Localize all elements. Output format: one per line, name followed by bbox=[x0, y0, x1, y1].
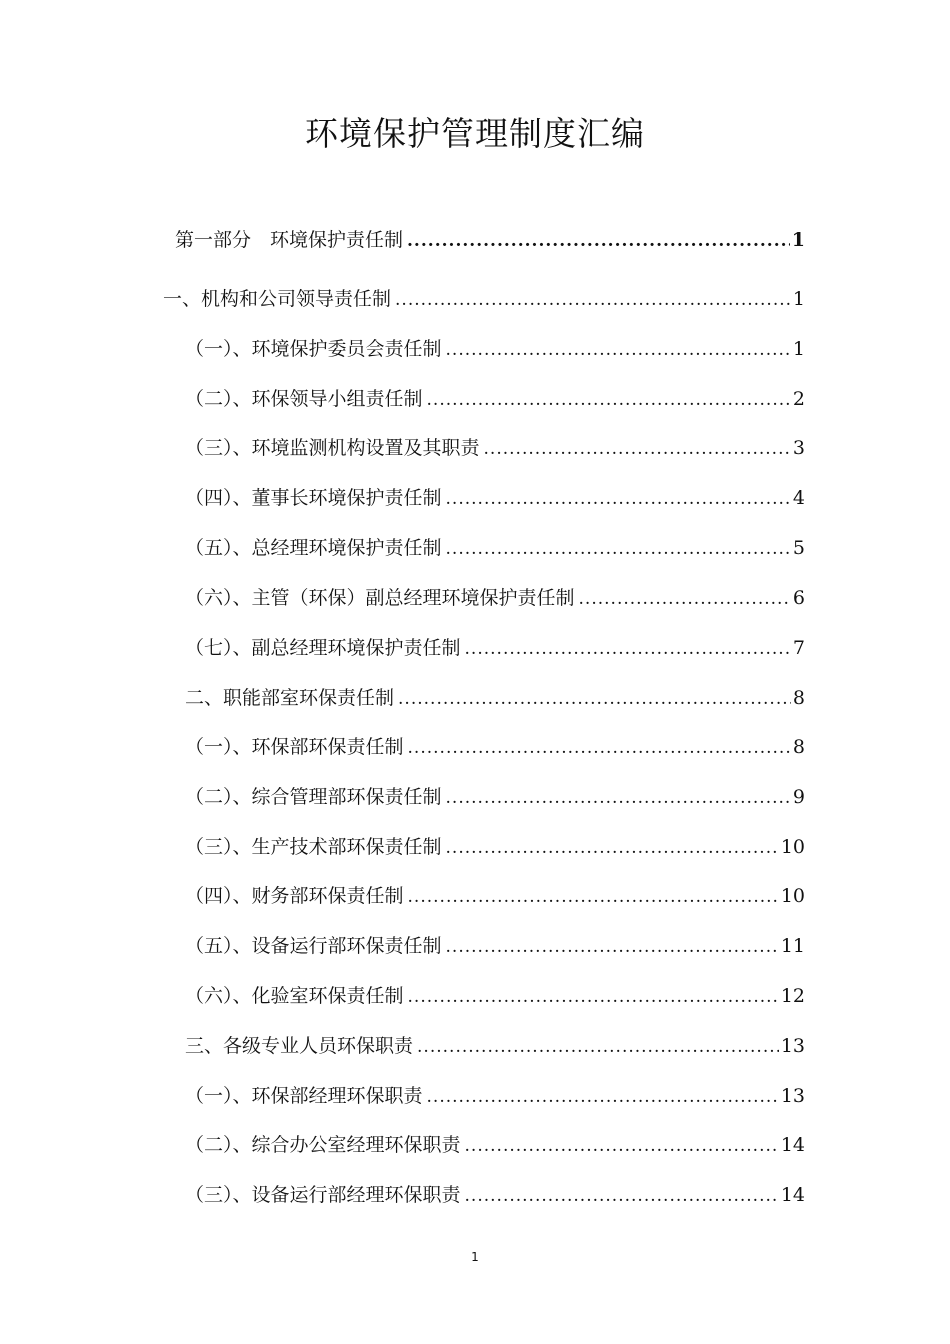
toc-entry-label: （三）、生产技术部环保责任制 bbox=[185, 836, 442, 858]
toc-entry-item[interactable] bbox=[185, 833, 805, 862]
toc-entry-label: （五）、设备运行部环保责任制 bbox=[185, 935, 442, 957]
toc-entry-label: （四）、财务部环保责任制 bbox=[185, 885, 404, 907]
toc-entry-label: （六）、化验室环保责任制 bbox=[185, 985, 404, 1007]
toc-entry-label: （七）、副总经理环境保护责任制 bbox=[185, 637, 461, 659]
toc-page-number: 3 bbox=[792, 437, 805, 459]
toc-page-number: 4 bbox=[792, 487, 805, 509]
toc-entry-label: （三）、设备运行部经理环保职责 bbox=[185, 1184, 461, 1206]
toc-dot-leader bbox=[395, 286, 791, 314]
toc-page-number: 8 bbox=[792, 687, 805, 709]
toc-dot-leader bbox=[408, 734, 791, 762]
toc-page-number: 2 bbox=[792, 388, 805, 410]
toc-page-number: 10 bbox=[780, 836, 805, 858]
toc-entry-item[interactable] bbox=[185, 484, 805, 513]
toc-entry-section-1[interactable] bbox=[163, 285, 805, 314]
page-number: 1 bbox=[471, 1250, 479, 1264]
toc-dot-leader bbox=[446, 336, 791, 364]
toc-page-number: 10 bbox=[780, 885, 805, 907]
toc-entry-label: 三、各级专业人员环保职责 bbox=[185, 1035, 414, 1057]
toc-page-number: 1 bbox=[792, 288, 805, 310]
toc-entry-item[interactable] bbox=[185, 783, 805, 812]
toc-page-number: 12 bbox=[780, 985, 805, 1007]
toc-page-number: 9 bbox=[792, 786, 805, 808]
toc-dot-leader bbox=[408, 883, 779, 911]
toc-dot-leader bbox=[427, 386, 791, 414]
toc-entry-label: （一）、环境保护委员会责任制 bbox=[185, 338, 442, 360]
toc-dot-leader bbox=[579, 585, 791, 613]
toc-entry-label: （一）、环保部环保责任制 bbox=[185, 736, 404, 758]
toc-entry-item[interactable] bbox=[185, 584, 805, 613]
toc-entry-section-3[interactable] bbox=[185, 1032, 805, 1061]
toc-page-number: 13 bbox=[780, 1035, 805, 1057]
toc-entry-item[interactable] bbox=[185, 385, 805, 414]
toc-entry-item[interactable] bbox=[185, 882, 805, 911]
toc-entry-section-2[interactable] bbox=[185, 684, 805, 713]
toc-entry-label: （四）、董事长环境保护责任制 bbox=[185, 487, 442, 509]
toc-dot-leader bbox=[398, 685, 791, 713]
toc-entry-label: （一）、环保部经理环保职责 bbox=[185, 1085, 423, 1107]
toc-entry-label: 一、机构和公司领导责任制 bbox=[163, 288, 392, 310]
toc-entry-item[interactable] bbox=[185, 982, 805, 1011]
toc-page-number: 8 bbox=[792, 736, 805, 758]
toc-entry-item[interactable] bbox=[185, 335, 805, 364]
toc-dot-leader bbox=[465, 1132, 779, 1160]
toc-dot-leader bbox=[484, 435, 791, 463]
toc-dot-leader bbox=[465, 1182, 779, 1210]
toc-dot-leader bbox=[446, 784, 791, 812]
toc-entry-item[interactable] bbox=[185, 1181, 805, 1210]
toc-entry-label: （六）、主管（环保）副总经理环境保护责任制 bbox=[185, 587, 575, 609]
toc-page-number: 1 bbox=[791, 229, 805, 251]
toc-entry-item[interactable] bbox=[185, 634, 805, 663]
toc-entry-label: （二）、综合管理部环保责任制 bbox=[185, 786, 442, 808]
toc-entry-item[interactable] bbox=[185, 733, 805, 762]
toc-entry-label: （二）、环保领导小组责任制 bbox=[185, 388, 423, 410]
toc-dot-leader bbox=[408, 983, 779, 1011]
toc-page-number: 11 bbox=[780, 935, 805, 957]
toc-dot-leader bbox=[427, 1083, 779, 1111]
toc-entry-item[interactable] bbox=[185, 1082, 805, 1111]
toc-page-number: 5 bbox=[792, 537, 805, 559]
toc-page-number: 14 bbox=[780, 1184, 805, 1206]
toc-dot-leader bbox=[446, 933, 779, 961]
toc-entry-part-1[interactable] bbox=[175, 226, 805, 255]
toc-dot-leader bbox=[417, 1033, 779, 1061]
toc-entry-label: 第一部分 环境保护责任制 bbox=[175, 229, 404, 251]
toc-dot-leader bbox=[446, 535, 791, 563]
toc-entry-label: （三）、环境监测机构设置及其职责 bbox=[185, 437, 480, 459]
toc-dot-leader bbox=[446, 485, 791, 513]
toc-entry-item[interactable] bbox=[185, 534, 805, 563]
toc-entry-item[interactable] bbox=[185, 434, 805, 463]
toc-page-number: 13 bbox=[780, 1085, 805, 1107]
toc-entry-label: 二、职能部室环保责任制 bbox=[185, 687, 395, 709]
toc-page-number: 14 bbox=[780, 1134, 805, 1156]
toc-page-number: 7 bbox=[792, 637, 805, 659]
toc-page-number: 1 bbox=[792, 338, 805, 360]
toc-entry-label: （五）、总经理环境保护责任制 bbox=[185, 537, 442, 559]
toc-entry-label: （二）、综合办公室经理环保职责 bbox=[185, 1134, 461, 1156]
document-title: 环境保护管理制度汇编 bbox=[305, 114, 645, 153]
toc-entry-item[interactable] bbox=[185, 932, 805, 961]
toc-dot-leader bbox=[446, 834, 779, 862]
toc-page-number: 6 bbox=[792, 587, 805, 609]
toc-entry-item[interactable] bbox=[185, 1131, 805, 1160]
toc-dot-leader bbox=[407, 227, 790, 255]
toc-dot-leader bbox=[465, 635, 791, 663]
